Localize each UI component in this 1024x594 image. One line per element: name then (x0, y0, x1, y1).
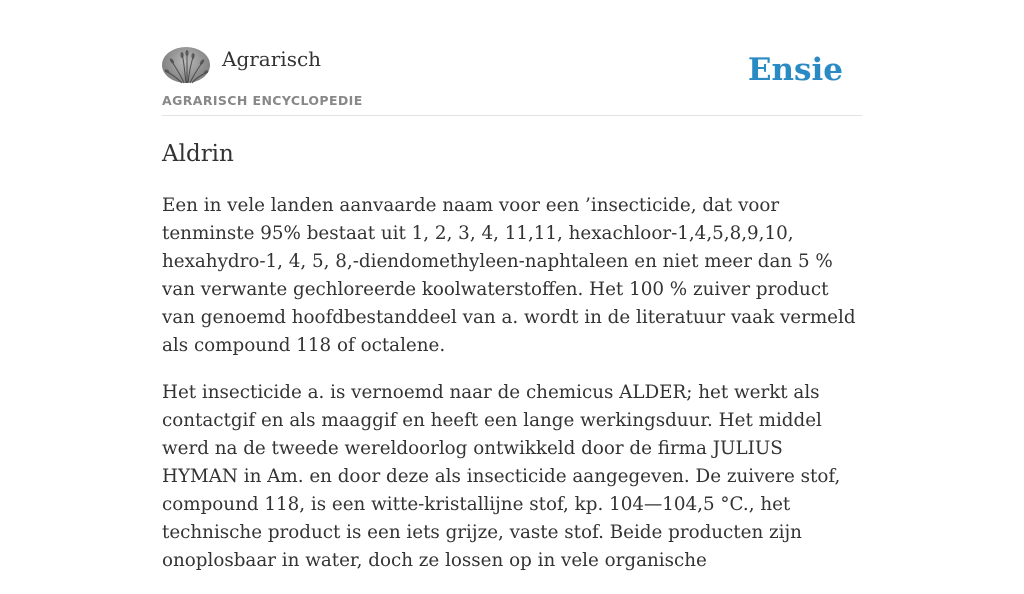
entry-title: Aldrin (162, 141, 234, 167)
article-paragraph: Een in vele landen aanvaarde naam voor een ’insecticide, dat voor tenminste 95% bestaat uit 1, 2, 3, 4, 11,11, hexachloor-1,4,5,8,9,10, hexahydro-1, 4, 5, 8,-diendomethyleen-naphtaleen en niet meer dan 5 % van verwante gechloreerde koolwaterstoffen. Het 100 % zuiver product van genoemd hoofdbestanddeel van a. wordt in de literatuur vaak vermeld als compound 118 of octalene. (162, 195, 856, 356)
wheat-icon[interactable] (162, 47, 210, 83)
site-subtitle: AGRARISCH ENCYCLOPEDIE (162, 93, 363, 108)
article (162, 138, 862, 594)
site-title[interactable]: Agrarisch (222, 47, 322, 71)
article-paragraph: Het insecticide a. is vernoemd naar de chemicus ALDER; het werkt als contactgif en als maaggif en heeft een lange werkingsduur. Het middel werd na de tweede wereldoorlog ontwikkeld door de firma JULIUS HYMAN in Am. en door deze als insecticide aangegeven. De zuivere stof, compound 118, is een witte-kristallijne stof, kp. 104—104,5 °C., het technische product is een iets grijze, vaste stof. Beide producten zijn onoplosbaar in water, doch ze lossen op in vele organische (162, 382, 841, 571)
site-header (162, 44, 862, 116)
header-divider (162, 115, 862, 116)
brand-logo[interactable]: Ensie (747, 52, 843, 88)
